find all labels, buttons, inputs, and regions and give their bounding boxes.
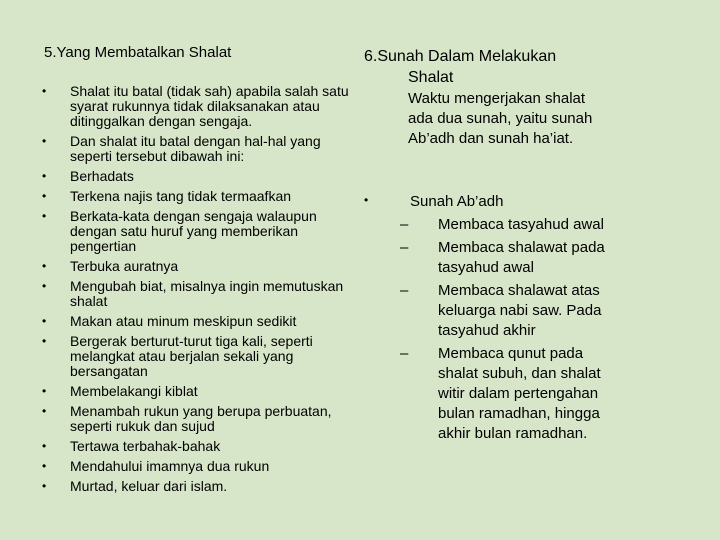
list-item-text: Tertawa terbahak-bahak [70,438,221,454]
bullet-icon: • [42,384,47,398]
list-item-text: Terbuka auratnya [70,258,179,274]
list-item-text: Membaca shalawat pada tasyahud awal [438,239,605,276]
list-item [40,334,360,379]
sunah-abadh-heading [364,193,503,210]
bullet-icon: • [42,279,47,293]
list-item-text: Berhadats [70,168,134,184]
bullet-icon: • [42,334,47,348]
bullet-icon: • [42,84,47,98]
bullet-icon: • [42,189,47,203]
list-item [40,259,360,274]
sunah-abadh-label: Sunah Ab’adh [410,193,504,210]
section-6-title-line2: Shalat [408,69,454,86]
list-item-text: Mengubah biat, misalnya ingin memutuskan shalat [70,278,344,309]
list-item-text: Membaca shalawat atas keluarga nabi saw. Pada tasyahud akhir [438,282,602,339]
list-item-text: Terkena najis tang tidak termaafkan [70,188,292,204]
batal-list [40,84,360,499]
sunah-intro: Waktu mengerjakan shalat ada dua sunah, yaitu sunah Ab’adh dan sunah ha’iat. [408,90,593,147]
list-item-text: Membelakangi kiblat [70,383,198,399]
bullet-icon: • [42,259,47,273]
list-item-text: Mendahului imamnya dua rukun [70,458,270,474]
bullet-icon: • [42,169,47,183]
list-item-text: Murtad, keluar dari islam. [70,478,228,494]
list-item [40,169,360,184]
list-item [40,459,360,474]
section-6-title-line1: 6.Sunah Dalam Melakukan [364,48,557,65]
list-item [40,134,360,164]
list-item [40,479,360,494]
section-5-title: 5.Yang Membatalkan Shalat [44,44,232,61]
list-item-text: Shalat itu batal (tidak sah) apabila salah satu syarat rukunnya tidak dilaksanakan atau ditinggalkan dengan sengaja. [70,83,349,129]
list-item [400,344,620,444]
bullet-icon: • [42,459,47,473]
list-item [40,439,360,454]
bullet-icon: • [42,439,47,453]
bullet-icon: • [42,134,47,148]
list-item [40,84,360,129]
list-item-text: Membaca tasyahud awal [438,216,604,233]
list-item [40,314,360,329]
list-item-text: Berkata-kata dengan sengaja walaupun dengan satu huruf yang memberikan pengertian [70,208,317,254]
list-item-text: Makan atau minum meskipun sedikit [70,313,297,329]
list-item [400,238,620,278]
sunah-abadh-list [400,215,620,447]
dash-icon: – [400,282,409,299]
bullet-icon: • [42,314,47,328]
list-item-text: Menambah rukun yang berupa perbuatan, seperti rukuk dan sujud [70,403,332,434]
list-item-text: Bergerak berturut-turut tiga kali, seperti melangkat atau berjalan sekali yang bersangatan [70,333,313,379]
bullet-icon: • [42,209,47,223]
bullet-icon: • [364,193,369,207]
dash-icon: – [400,345,409,362]
dash-icon: – [400,239,409,256]
list-item [400,215,620,235]
section-6-title [364,46,584,88]
list-item [40,384,360,399]
dash-icon: – [400,216,409,233]
list-item [40,209,360,254]
list-item [400,281,620,341]
list-item-text: Membaca qunut pada shalat subuh, dan shalat witir dalam pertengahan bulan ramadhan, hingga akhir bulan ramadhan. [438,345,601,442]
list-item [40,189,360,204]
list-item [40,404,360,434]
bullet-icon: • [42,479,47,493]
list-item [40,279,360,309]
list-item-text: Dan shalat itu batal dengan hal-hal yang seperti tersebut dibawah ini: [70,133,321,164]
bullet-icon: • [42,404,47,418]
